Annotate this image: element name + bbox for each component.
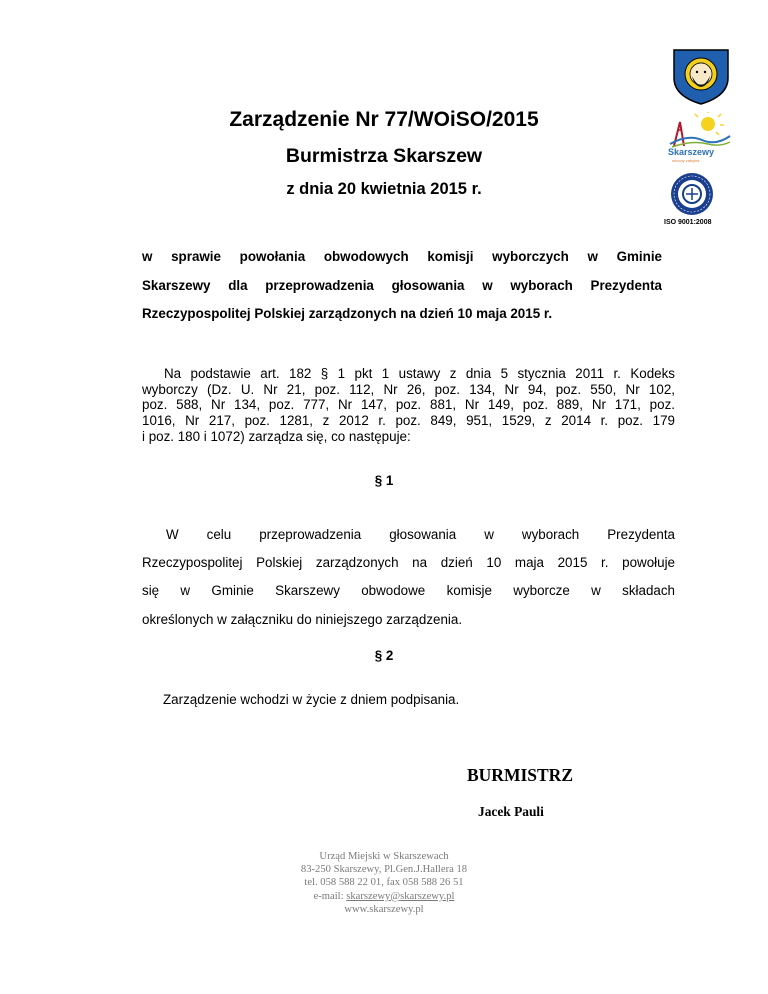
town-logo-subtitle: wrocay zabytek <box>672 158 700 163</box>
basis-line: poz. 588, Nr 134, poz. 777, Nr 147, poz. 881, Nr 149, poz. 889, Nr 171, poz. <box>142 397 675 413</box>
footer-email-label: e-mail: <box>313 890 347 902</box>
footer-email-link[interactable]: skarszewy@skarszewy.pl <box>346 890 455 902</box>
signature-role: BURMISTRZ <box>467 765 573 785</box>
section-2-text: Zarządzenie wchodzi w życie z dniem podpisania. <box>163 692 460 707</box>
town-logo-text: Skarszewy <box>668 147 715 157</box>
basis-line: 1016, Nr 217, poz. 1281, z 2012 r. poz. 849, 951, 1529, z 2014 r. poz. 179 <box>142 413 675 429</box>
document-date: z dnia 20 kwietnia 2015 r. <box>286 180 482 198</box>
section-1-line: się w Gminie Skarszewy obwodowe komisje wyborcze w składach <box>142 583 675 599</box>
section-2-heading: § 2 <box>374 648 394 663</box>
legal-basis <box>142 366 675 445</box>
document-issuer: Burmistrza Skarszew <box>285 145 483 167</box>
document-subject <box>142 243 662 329</box>
iso-label: ISO 9001:2008 <box>664 219 712 226</box>
section-1-text <box>142 521 675 634</box>
basis-line: wyborczy (Dz. U. Nr 21, poz. 112, Nr 26, poz. 134, Nr 94, poz. 550, Nr 102, <box>142 381 675 397</box>
section-1-line: W celu przeprowadzenia głosowania w wyborach Prezydenta <box>166 527 675 542</box>
subject-line: Rzeczypospolitej Polskiej zarządzonych na dzień 10 maja 2015 r. <box>142 306 553 321</box>
subject-line: w sprawie powołania obwodowych komisji wyborczych w Gminie <box>142 249 662 264</box>
document-title: Zarządzenie Nr 77/WOiSO/2015 <box>229 108 539 131</box>
subject-line: Skarszewy dla przeprowadzenia głosowania w wyborach Prezydenta <box>142 277 662 293</box>
basis-line: Na podstawie art. 182 § 1 pkt 1 ustawy z dnia 5 stycznia 2011 r. Kodeks <box>164 366 675 381</box>
basis-line: i poz. 180 i 1072) zarządza się, co następuje: <box>142 428 411 444</box>
footer <box>0 850 768 916</box>
section-1-line: określonych w załączniku do niniejszego zarządzenia. <box>142 611 463 627</box>
coat-of-arms-icon <box>670 46 732 106</box>
section-1-heading: § 1 <box>374 473 394 488</box>
footer-office: Urząd Miejski w Skarszewach <box>319 851 449 862</box>
footer-email-row <box>0 890 768 903</box>
footer-address: 83-250 Skarszewy, Pl.Gen.J.Hallera 18 <box>300 864 468 876</box>
section-1-line: Rzeczypospolitej Polskiej zarządzonych na dzień 10 maja 2015 r. powołuje <box>142 555 675 571</box>
footer-website[interactable]: www.skarszewy.pl <box>344 903 424 915</box>
signature-name: Jacek Pauli <box>478 804 544 819</box>
footer-phone: tel. 058 588 22 01, fax 058 588 26 51 <box>304 877 464 889</box>
